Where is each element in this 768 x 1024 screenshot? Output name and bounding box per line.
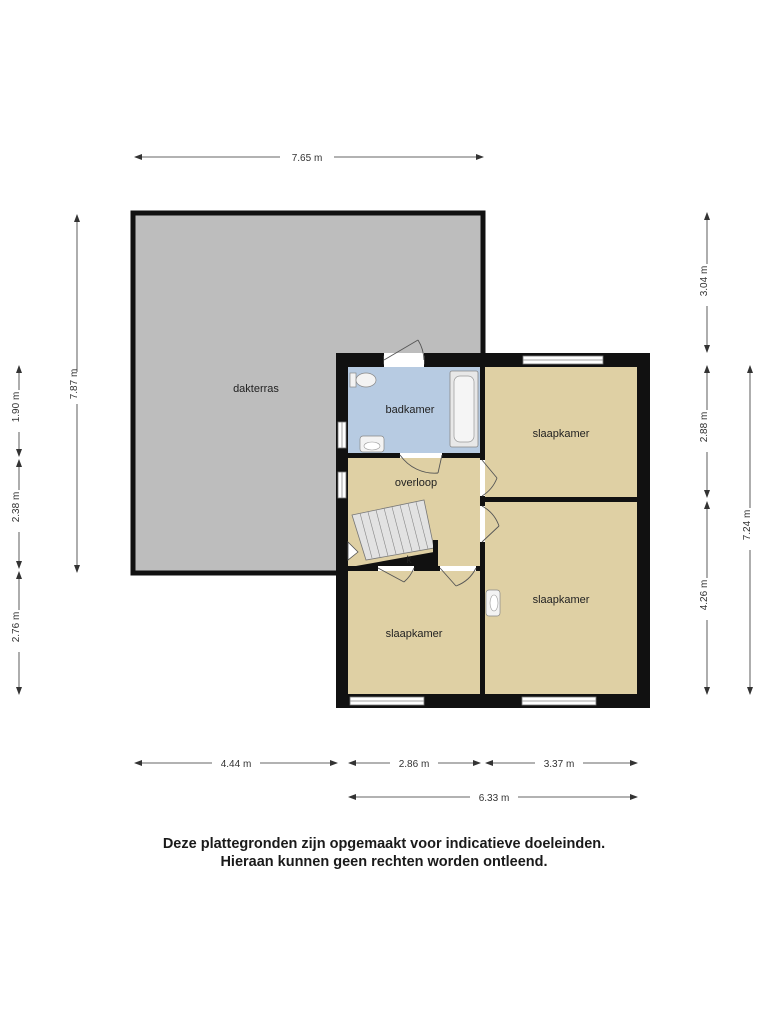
dim-right-seg-1: 3.04 m — [699, 265, 710, 297]
label-overloop: overloop — [394, 477, 438, 489]
label-slaapkamer-ne: slaapkamer — [532, 428, 590, 440]
dim-bottom-total: 6.33 m — [478, 793, 510, 804]
sink-bedroom — [486, 590, 500, 616]
label-slaapkamer-sw: slaapkamer — [385, 628, 443, 640]
dim-left-seg-2: 2.38 m — [11, 491, 22, 523]
dim-bottom-1: 4.44 m — [220, 759, 252, 770]
bathtub — [450, 371, 478, 447]
dim-bottom-2: 2.86 m — [398, 759, 430, 770]
dim-bottom-3: 3.37 m — [543, 759, 575, 770]
disclaimer-line-1: Deze plattegronden zijn opgemaakt voor indicatieve doeleinden. — [162, 836, 606, 852]
dim-right-seg-2: 2.88 m — [699, 411, 710, 443]
label-slaapkamer-se: slaapkamer — [532, 594, 590, 606]
dim-right-total: 7.24 m — [742, 509, 753, 541]
dim-right-seg-3: 4.26 m — [699, 579, 710, 611]
dim-left-seg-1: 1.90 m — [11, 391, 22, 423]
label-kast: k — [406, 555, 412, 566]
label-dakterras: dakterras — [233, 383, 279, 395]
label-badkamer: badkamer — [385, 404, 435, 416]
dim-left-total: 7.87 m — [69, 368, 80, 400]
sink-bathroom — [360, 436, 384, 452]
dim-top-width: 7.65 m — [291, 153, 323, 164]
toilet — [350, 373, 376, 387]
disclaimer-line-2: Hieraan kunnen geen rechten worden ontleend. — [220, 854, 548, 870]
disclaimer — [0, 835, 768, 871]
dim-left-seg-3: 2.76 m — [11, 611, 22, 643]
